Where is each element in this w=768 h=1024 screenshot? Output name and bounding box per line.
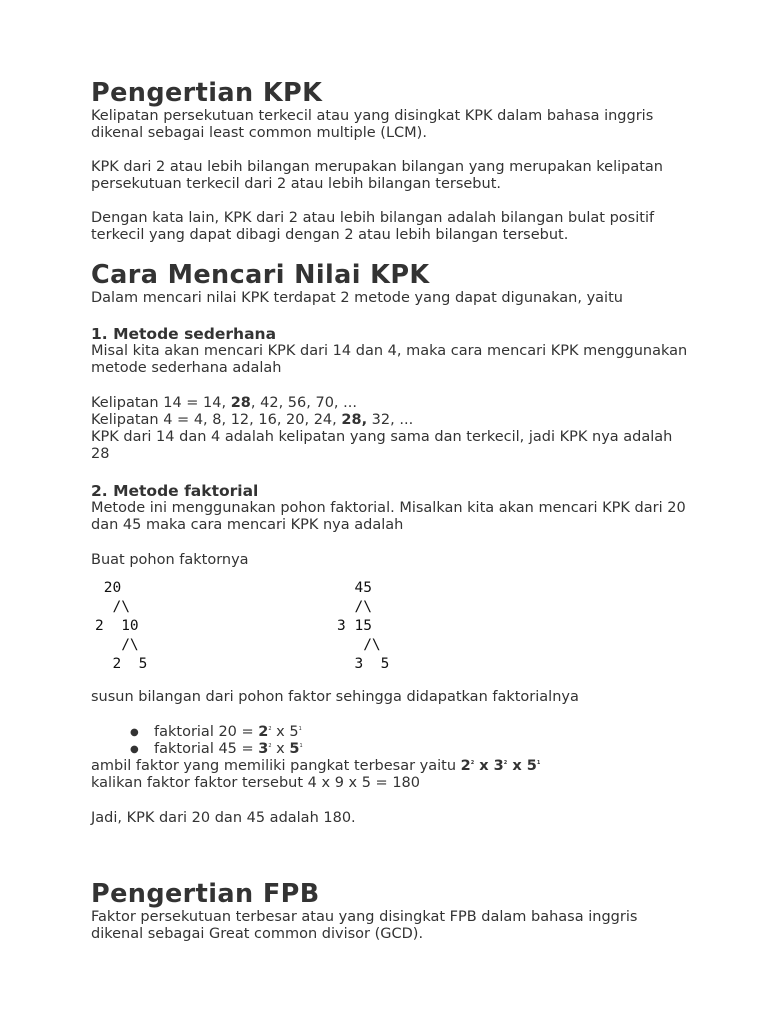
factorial-list <box>91 724 691 758</box>
paragraph: Kelipatan persekutuan terkecil atau yang disingkat KPK dalam bahasa inggris dikenal sebagai least common multiple (LCM). <box>91 108 654 141</box>
factor-tree-45: 45 /\ 3 15 /\ 3 5 <box>337 580 390 672</box>
paragraph: Jadi, KPK dari 20 dan 45 adalah 180. <box>91 810 356 826</box>
heading-cara-mencari-kpk: Cara Mencari Nilai KPK <box>91 260 430 290</box>
paragraph: kalikan faktor faktor tersebut 4 x 9 x 5 = 180 <box>91 775 420 791</box>
bullet-icon: ● <box>130 744 139 755</box>
heading-pengertian-kpk: Pengertian KPK <box>91 78 323 108</box>
paragraph: Dengan kata lain, KPK dari 2 atau lebih bilangan adalah bilangan bulat positif terkecil yang dapat dibagi dengan 2 atau lebih bilangan tersebut. <box>91 210 655 243</box>
document-page <box>91 78 691 943</box>
list-item: ● faktorial $20 = 2^2$ x $5^1$ <box>130 724 302 740</box>
bullet-icon: ● <box>130 727 139 738</box>
heading-metode-faktorial: 2. Metode faktorial <box>91 482 259 500</box>
paragraph: Buat pohon faktornya <box>91 552 249 568</box>
heading-metode-sederhana: 1. Metode sederhana <box>91 325 277 343</box>
paragraph: KPK dari 14 dan 4 adalah kelipatan yang sama dan terkecil, jadi KPK nya adalah 28 <box>91 429 673 462</box>
paragraph: Faktor persekutuan terbesar atau yang disingkat FPB dalam bahasa inggris dikenal sebagai Great common divisor (GCD). <box>91 909 638 942</box>
multiples-line-4: Kelipatan 4 = 4, 8, 12, 16, 20, 24, 28, 32, ... <box>91 412 414 428</box>
paragraph: susun bilangan dari pohon faktor sehingga didapatkan faktorialnya <box>91 689 579 705</box>
paragraph: Dalam mencari nilai KPK terdapat 2 metode yang dapat digunakan, yaitu <box>91 290 623 306</box>
list-item: ● faktorial $45 = 3^2$ x $5^1$ <box>130 741 303 757</box>
heading-pengertian-fpb: Pengertian FPB <box>91 879 320 909</box>
largest-power-line: ambil faktor yang memiliki pangkat terbesar yaitu $2^2$ x $3^2$ x $5^1$ <box>91 758 541 774</box>
multiples-line-14: Kelipatan 14 = 14, 28, 42, 56, 70, ... <box>91 395 357 411</box>
paragraph: KPK dari 2 atau lebih bilangan merupakan bilangan yang merupakan kelipatan persekutuan terkecil dari 2 atau lebih bilangan tersebut. <box>91 159 663 192</box>
factor-trees <box>91 579 691 689</box>
paragraph: Metode ini menggunakan pohon faktorial. Misalkan kita akan mencari KPK dari 20 dan 45 maka cara mencari KPK nya adalah <box>91 500 686 533</box>
paragraph: Misal kita akan mencari KPK dari 14 dan 4, maka cara mencari KPK menggunakan metode sederhana adalah <box>91 343 688 376</box>
factor-tree-20: 20 /\ 2 10 /\ 2 5 <box>95 580 148 672</box>
